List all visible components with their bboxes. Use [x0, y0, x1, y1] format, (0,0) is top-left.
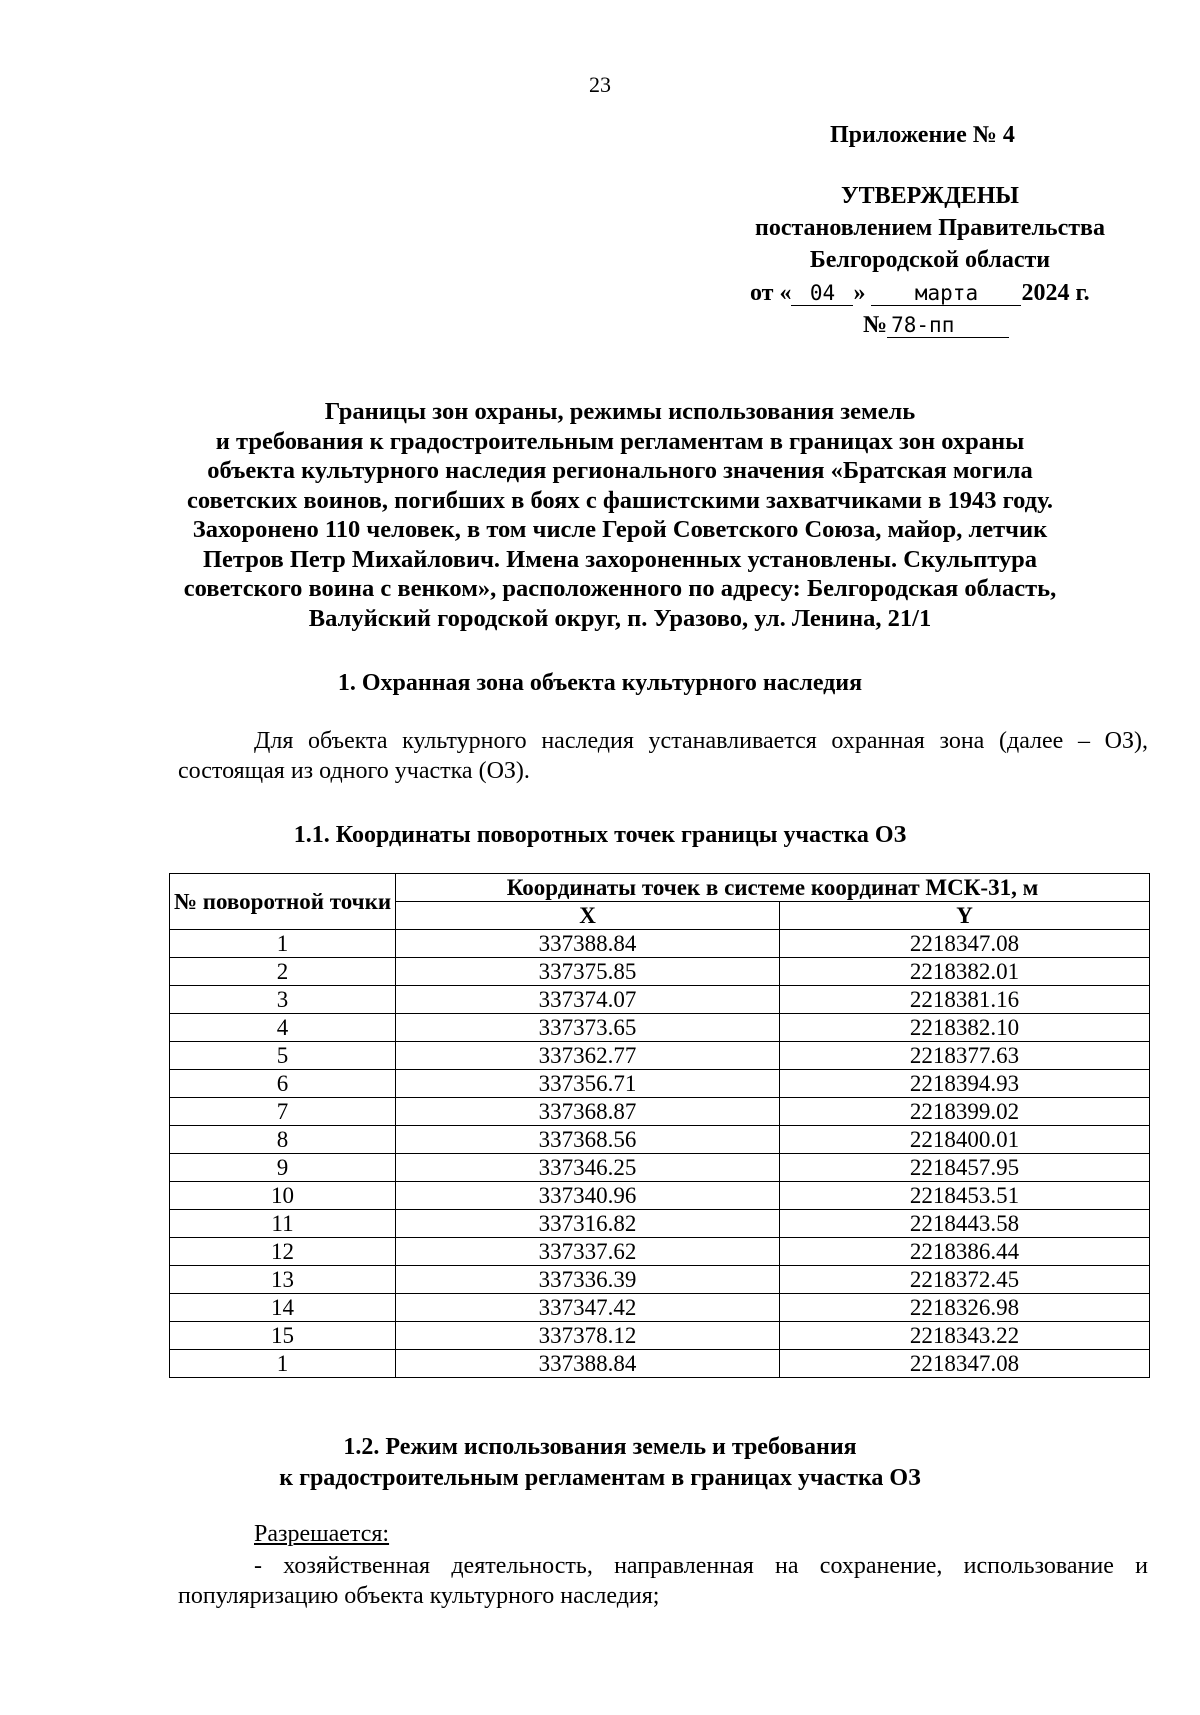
- section-1-paragraph-text: Для объекта культурного наследия устанавливается охранная зона (далее – ОЗ), состоящая из одного участка (ОЗ).: [178, 728, 1148, 784]
- cell-x: 337347.42: [396, 1294, 780, 1322]
- header-y: Y: [780, 902, 1150, 930]
- cell-y: 2218400.01: [780, 1126, 1150, 1154]
- table-row: [170, 1014, 1150, 1042]
- cell-point-number: 7: [170, 1098, 396, 1126]
- cell-point-number: 15: [170, 1322, 396, 1350]
- cell-point-number: 1: [170, 1350, 396, 1378]
- cell-x: 337378.12: [396, 1322, 780, 1350]
- cell-y: 2218457.95: [780, 1154, 1150, 1182]
- cell-x: 337340.96: [396, 1182, 780, 1210]
- coordinates-table: [169, 873, 1150, 1378]
- cell-point-number: 2: [170, 958, 396, 986]
- allowed-item-1: [178, 1551, 1148, 1611]
- main-title-line: советских воинов, погибших в боях с фашистскими захватчиками в 1943 году.: [186, 486, 1054, 514]
- cell-y: 2218347.08: [780, 1350, 1150, 1378]
- header-coordinates: Координаты точек в системе координат МСК-31, м: [396, 874, 1150, 902]
- cell-point-number: 3: [170, 986, 396, 1014]
- main-title: [180, 397, 1060, 633]
- cell-y: 2218399.02: [780, 1098, 1150, 1126]
- cell-point-number: 11: [170, 1210, 396, 1238]
- number-prefix: №: [863, 312, 888, 338]
- main-title-line: и требования к градостроительным регламентам в границах зон охраны: [215, 427, 1025, 455]
- approved-by-line: постановлением Правительства: [754, 215, 1105, 241]
- cell-y: 2218381.16: [780, 986, 1150, 1014]
- approved-label: УТВЕРЖДЕНЫ: [841, 183, 1019, 209]
- cell-y: 2218386.44: [780, 1238, 1150, 1266]
- cell-point-number: 4: [170, 1014, 396, 1042]
- cell-y: 2218382.01: [780, 958, 1150, 986]
- cell-point-number: 10: [170, 1182, 396, 1210]
- number-value: 78-пп: [887, 313, 1009, 338]
- cell-x: 337368.56: [396, 1126, 780, 1154]
- table-row: [170, 1182, 1150, 1210]
- cell-y: 2218453.51: [780, 1182, 1150, 1210]
- cell-x: 337388.84: [396, 930, 780, 958]
- section-1-2-heading-line2: к градостроительным регламентам в границах участка ОЗ: [279, 1465, 921, 1491]
- table-row: [170, 958, 1150, 986]
- table-row: [170, 1294, 1150, 1322]
- table-row: [170, 1350, 1150, 1378]
- allowed-item-1-text: - хозяйственная деятельность, направленная на сохранение, использование и популяризацию объекта культурного наследия;: [178, 1553, 1148, 1609]
- table-row: [170, 1126, 1150, 1154]
- cell-point-number: 14: [170, 1294, 396, 1322]
- table-row: [170, 1210, 1150, 1238]
- cell-point-number: 6: [170, 1070, 396, 1098]
- table-row: [170, 1238, 1150, 1266]
- cell-y: 2218394.93: [780, 1070, 1150, 1098]
- cell-point-number: 8: [170, 1126, 396, 1154]
- appendix-label: Приложение № 4: [830, 122, 1015, 148]
- cell-x: 337346.25: [396, 1154, 780, 1182]
- region-line: Белгородской области: [809, 247, 1051, 273]
- allowed-label: Разрешается:: [254, 1521, 390, 1547]
- cell-point-number: 13: [170, 1266, 396, 1294]
- cell-x: 337375.85: [396, 958, 780, 986]
- cell-y: 2218343.22: [780, 1322, 1150, 1350]
- allowed-label-line: [178, 1519, 1148, 1549]
- cell-y: 2218326.98: [780, 1294, 1150, 1322]
- cell-x: 337388.84: [396, 1350, 780, 1378]
- table-row: [170, 986, 1150, 1014]
- date-prefix: от «: [750, 280, 792, 306]
- cell-x: 337356.71: [396, 1070, 780, 1098]
- date-month: марта: [871, 281, 1021, 306]
- table-row: [170, 1154, 1150, 1182]
- main-title-line: Захоронено 110 человек, в том числе Герой Советского Союза, майор, летчик: [192, 516, 1048, 543]
- table-row: [170, 1266, 1150, 1294]
- approval-date: [750, 278, 1170, 309]
- table-row: [170, 1322, 1150, 1350]
- main-title-line: Границы зон охраны, режимы использования земель: [324, 398, 916, 425]
- date-mid: »: [853, 280, 866, 306]
- page-number: 23: [589, 72, 611, 97]
- cell-point-number: 9: [170, 1154, 396, 1182]
- table-row: [170, 1070, 1150, 1098]
- cell-y: 2218347.08: [780, 930, 1150, 958]
- cell-point-number: 12: [170, 1238, 396, 1266]
- coordinates-table-body: [170, 930, 1150, 1378]
- cell-x: 337336.39: [396, 1266, 780, 1294]
- cell-x: 337373.65: [396, 1014, 780, 1042]
- cell-x: 337374.07: [396, 986, 780, 1014]
- table-row: [170, 1098, 1150, 1126]
- section-1-heading: 1. Охранная зона объекта культурного наследия: [337, 670, 863, 696]
- main-title-line: объекта культурного наследия регионального значения «Братская могила: [207, 457, 1033, 484]
- header-point-number: № поворотной точки: [170, 874, 396, 930]
- cell-x: 337337.62: [396, 1238, 780, 1266]
- section-1-2-heading-line1: 1.2. Режим использования земель и требования: [343, 1434, 857, 1460]
- main-title-line: Валуйский городской округ, п. Уразово, ул. Ленина, 21/1: [308, 604, 932, 632]
- table-row: [170, 1042, 1150, 1070]
- cell-y: 2218382.10: [780, 1014, 1150, 1042]
- main-title-line: советского воина с венком», расположенного по адресу: Белгородская область,: [183, 575, 1057, 602]
- header-x: X: [396, 902, 780, 930]
- section-1-paragraph: [178, 726, 1148, 786]
- cell-y: 2218377.63: [780, 1042, 1150, 1070]
- cell-y: 2218443.58: [780, 1210, 1150, 1238]
- date-year: 2024 г.: [1021, 280, 1090, 306]
- date-day: 04: [791, 281, 853, 306]
- cell-x: 337368.87: [396, 1098, 780, 1126]
- cell-point-number: 1: [170, 930, 396, 958]
- approval-number: [863, 310, 1009, 341]
- table-row: [170, 930, 1150, 958]
- cell-point-number: 5: [170, 1042, 396, 1070]
- cell-x: 337316.82: [396, 1210, 780, 1238]
- section-1-1-heading: 1.1. Координаты поворотных точек границы участка ОЗ: [293, 822, 907, 848]
- section-1-2-heading: [0, 1432, 1200, 1494]
- cell-x: 337362.77: [396, 1042, 780, 1070]
- main-title-line: Петров Петр Михайлович. Имена захороненных установлены. Скульптура: [202, 545, 1038, 573]
- cell-y: 2218372.45: [780, 1266, 1150, 1294]
